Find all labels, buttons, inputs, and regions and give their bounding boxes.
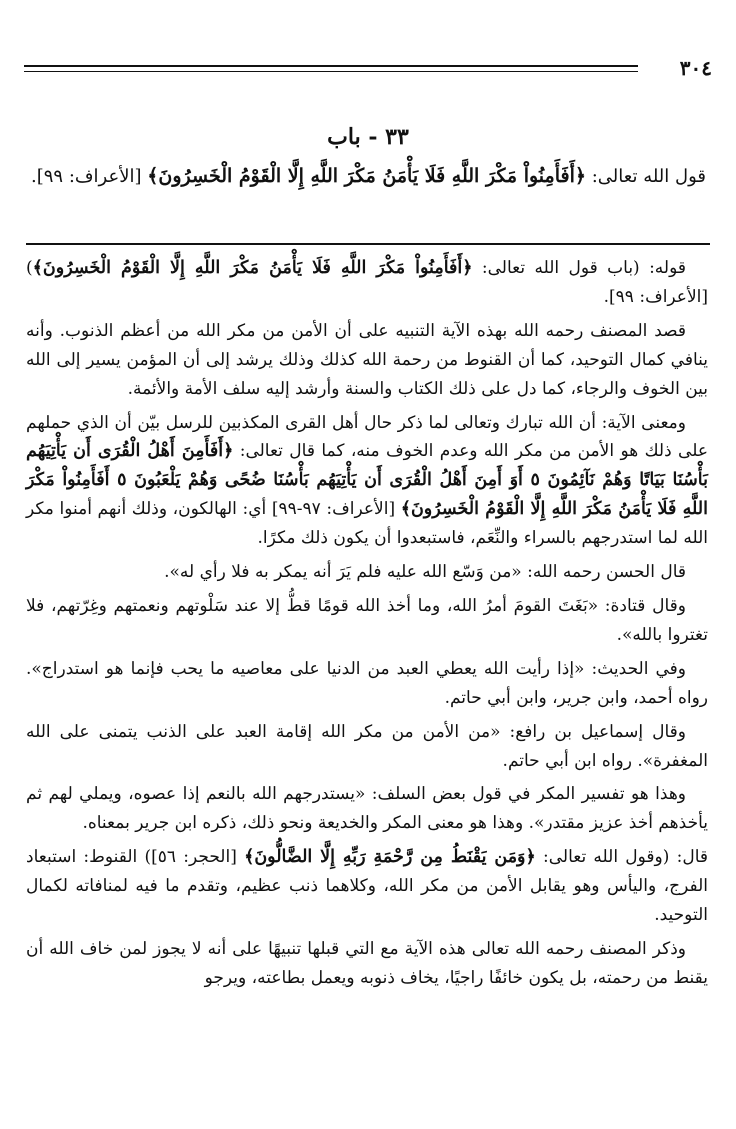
paragraph-text: وقال قتادة: «بَغَتَ القومَ أمرُ الله، وما أخذ الله قومًا قطُّ إلا عند سَلْوتهم ونعمتهم وغِرّتهم، فلا تغتروا بالله». [26, 595, 708, 645]
commentary-paragraph [26, 409, 708, 554]
quran-verse: ﴿أَفَأَمِنَ أَهْلُ الْقُرَى أَن يَأْتِيَهُم بَأْسُنَا بَيَاتًا وَهُمْ نَآئِمُونَ ٥ أَوَ أَمِنَ أَهْلُ الْقُرَى أَن يَأْتِيَهُم بَأْسُنَا ضُحًى وَهُمْ يَلْعَبُونَ ٥ أَفَأَمِنُواْ مَكْرَ اللَّهِ فَلَا يَأْمَنُ مَكْرَ اللَّهِ إِلَّا الْقَوْمُ الْخَسِرُونَ﴾ [26, 441, 708, 520]
paragraph-text: قال: (وقول الله تعالى: [535, 847, 709, 868]
paragraph-text: قوله: (باب قول الله تعالى: [472, 258, 686, 278]
main-text-rule [26, 243, 710, 245]
chapter-title: ٣٣ - باب [327, 124, 409, 150]
paragraph-text: قصد المصنف رحمه الله بهذه الآية التنبيه على أن الأمن من مكر الله من أعظم الذنوب. وأنه ينافي كمال التوحيد، كما أن القنوط من رحمة الله كذلك وذلك يرشد إلى أن المؤمن يسير إلى الله بين الخوف والرجاء، كما دل على ذلك الكتاب والسنة وأرشد إليه سلف الأمة والأئمة. [26, 320, 708, 399]
quran-verse: ﴿أَفَأَمِنُواْ مَكْرَ اللَّهِ فَلَا يَأْمَنُ مَكْرَ اللَّهِ إِلَّا الْقَوْمُ الْخَسِرُونَ﴾ [32, 258, 473, 278]
quran-verse: ﴿وَمَن يَقْنَطُ مِن رَّحْمَةِ رَبِّهِ إِلَّا الضَّالُّونَ﴾ [244, 847, 536, 868]
paragraph-text: ) [الأعراف: ٩٩]. [26, 258, 708, 307]
paragraph-text: [الحجر: ٥٦]) القنوط: استبعاد الفرج، واليأس وهو يقابل الأمن من مكر الله، وكلاهما ذنب عظيم، وتقدم ما فيه لمنافاته لكمال التوحيد. [26, 847, 708, 926]
header-rule [24, 65, 638, 72]
commentary-paragraph [26, 935, 708, 993]
chapter-intro: قول الله تعالى: [586, 166, 706, 187]
commentary-paragraph [26, 558, 708, 587]
page-number: ٣٠٤ [679, 56, 712, 80]
commentary-paragraph [26, 592, 708, 650]
chapter-reference: [الأعراف: ٩٩]. [31, 166, 148, 187]
paragraph-text: وذكر المصنف رحمه الله تعالى هذه الآية مع التي قبلها تنبيهًا على أنه لا يجوز لمن خاف الله أن يقنط من رحمته، بل يكون خائفًا راجيًا، يخاف ذنوبه ويعمل بطاعته، ويرجو [26, 938, 708, 988]
commentary-paragraph [26, 655, 708, 713]
commentary [26, 254, 708, 998]
chapter-verse: ﴿أَفَأَمِنُواْ مَكْرَ اللَّهِ فَلَا يَأْمَنُ مَكْرَ اللَّهِ إِلَّا الْقَوْمُ الْخَسِرُونَ﴾ [147, 165, 587, 187]
chapter-main-text [26, 160, 706, 193]
commentary-paragraph [26, 718, 708, 776]
paragraph-text: قال الحسن رحمه الله: «من وَسّع الله عليه فلم يَرَ أنه يمكر به فلا رأي له». [164, 562, 686, 583]
commentary-paragraph [26, 780, 708, 838]
paragraph-text: وفي الحديث: «إذا رأيت الله يعطي العبد من الدنيا على معاصيه ما يحب فإنما هو استدراج». رواه أحمد، وابن جرير، وابن أبي حاتم. [26, 658, 708, 708]
chapter-verse-paragraph [26, 160, 706, 193]
commentary-paragraph [26, 843, 708, 930]
paragraph-text: وهذا هو تفسير المكر في قول بعض السلف: «يستدرجهم الله بالنعم إذا عصوه، ويملي لهم ثم يأخذهم أخذ عزيز مقتدر». وهذا هو معنى المكر والخديعة ونحو ذلك، ذكره ابن جرير بمعناه. [26, 784, 708, 834]
paragraph-text: وقال إسماعيل بن رافع: «من الأمن من مكر الله إقامة العبد على الذنب يتمنى على الله المغفرة». رواه ابن أبي حاتم. [26, 721, 708, 771]
paragraph-text: [الأعراف: ٩٧-٩٩] أي: الهالكون، وذلك أنهم أمنوا مكر الله لما استدرجهم بالسراء والنِّعَم، فاستبعدوا أن يكون ذلك مكرًا. [26, 499, 708, 549]
commentary-paragraph [26, 254, 708, 312]
commentary-paragraph [26, 317, 708, 404]
paragraph-text: ومعنى الآية: أن الله تبارك وتعالى لما ذكر حال أهل القرى المكذبين للرسل بيّن أن الذي حملهم على ذلك هو الأمن من مكر الله وعدم الخوف منه، كما قال تعالى: [26, 412, 708, 462]
